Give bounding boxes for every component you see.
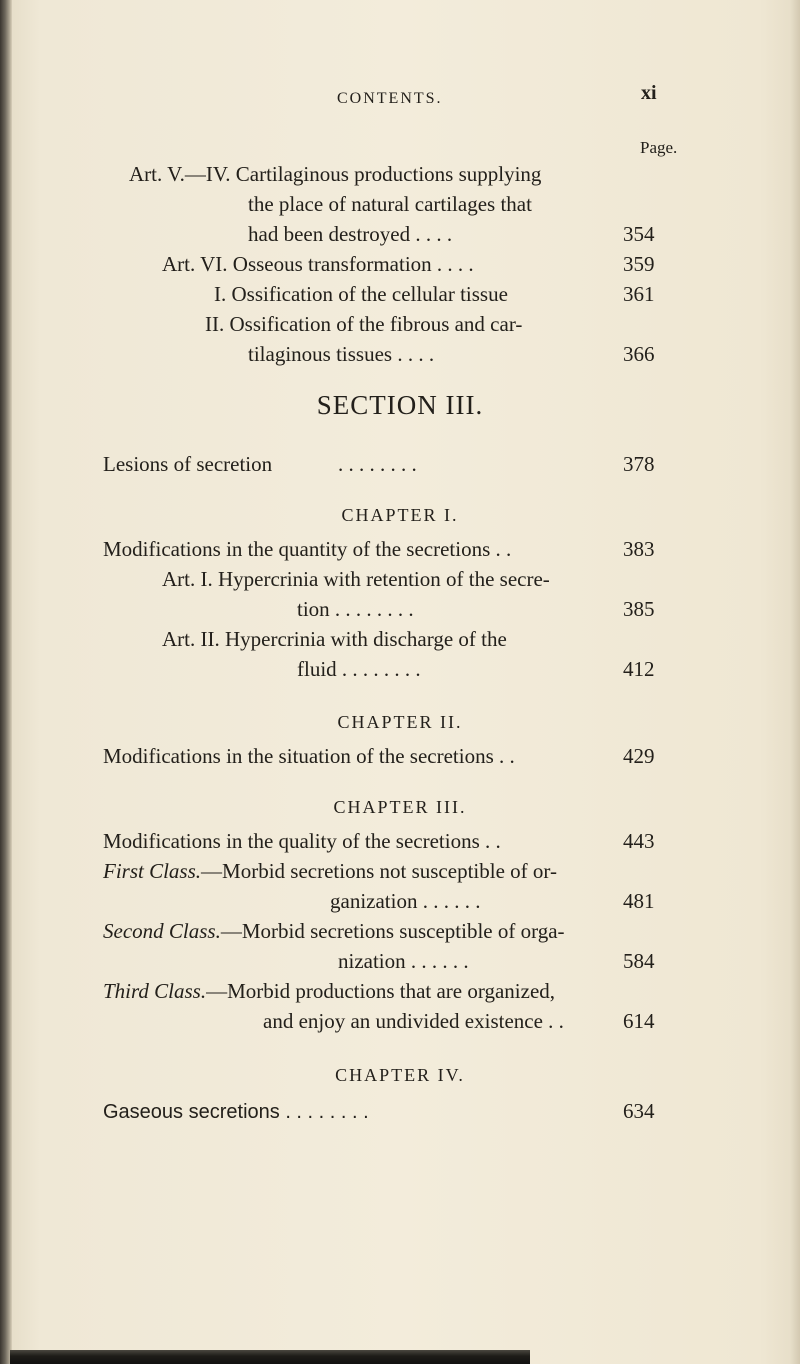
toc-line: Art. I. Hypercrinia with retention of the secre- <box>162 567 550 591</box>
toc-line: Art. VI. Osseous transformation . . . . 359 <box>162 248 658 280</box>
toc-line: Lesions of secretion . . . . . . . . 378 <box>103 448 658 480</box>
toc-line: tilaginous tissues . . . . 366 <box>248 338 658 370</box>
toc-line: Art. V.—IV. Cartilaginous productions supplying <box>129 162 542 186</box>
toc-line: I. Ossification of the cellular tissue 361 <box>214 278 658 310</box>
page-number: 361 <box>623 282 655 306</box>
page-number: 614 <box>623 1009 655 1033</box>
class-label: First Class. <box>103 859 202 883</box>
chapter-heading: CHAPTER I. <box>341 505 459 525</box>
toc-line: First Class.—Morbid secretions not susceptible of or- <box>103 859 557 883</box>
toc-line: nization . . . . . . 584 <box>338 945 658 977</box>
chapter-heading: CHAPTER IV. <box>335 1065 465 1085</box>
page-number: 584 <box>623 949 655 973</box>
page-folio: xi <box>641 82 657 104</box>
toc-line: Second Class.—Morbid secretions susceptible of orga- <box>103 919 565 943</box>
running-head-title: CONTENTS. <box>337 90 443 107</box>
class-label: Third Class. <box>103 979 207 1003</box>
toc-line: Gaseous secretions . . . . . . . . 634 <box>103 1095 658 1127</box>
page-number: 378 <box>623 452 655 476</box>
book-binding-edge <box>0 0 12 1364</box>
toc-line: and enjoy an undivided existence . . 614 <box>263 1005 658 1037</box>
page-number: 359 <box>623 252 655 276</box>
toc-line: Modifications in the quantity of the secretions . . 383 <box>103 533 658 565</box>
page-number: 366 <box>623 342 655 366</box>
toc-line: had been destroyed . . . . 354 <box>248 218 658 250</box>
section-heading: SECTION III. <box>316 390 484 420</box>
toc-line: Third Class.—Morbid productions that are organized, <box>103 979 556 1003</box>
page-right-edge <box>790 0 800 1364</box>
toc-line: fluid . . . . . . . . 412 <box>297 653 658 685</box>
toc-line: tion . . . . . . . . 385 <box>297 593 658 625</box>
scan-bottom-shadow <box>10 1350 530 1364</box>
page-number: 354 <box>623 222 655 246</box>
page-column-header: Page. <box>640 138 678 157</box>
page-number: 383 <box>623 537 655 561</box>
page-number: 412 <box>623 657 655 681</box>
page-number: 634 <box>623 1099 655 1123</box>
page-number: 429 <box>623 744 655 768</box>
running-head <box>0 82 800 112</box>
toc-line: Art. II. Hypercrinia with discharge of the <box>162 627 507 651</box>
chapter-heading: CHAPTER III. <box>333 797 467 817</box>
page-number: 481 <box>623 889 655 913</box>
page-number: 443 <box>623 829 655 853</box>
toc-line: the place of natural cartilages that <box>248 192 532 216</box>
toc-line: Modifications in the situation of the secretions . . 429 <box>103 740 658 772</box>
page-number: 385 <box>623 597 655 621</box>
class-label: Second Class. <box>103 919 221 943</box>
chapter-heading: CHAPTER II. <box>337 712 463 732</box>
toc-line: II. Ossification of the fibrous and car- <box>205 312 523 336</box>
toc-line: Modifications in the quality of the secretions . . 443 <box>103 825 658 857</box>
toc-line: ganization . . . . . . 481 <box>330 885 658 917</box>
